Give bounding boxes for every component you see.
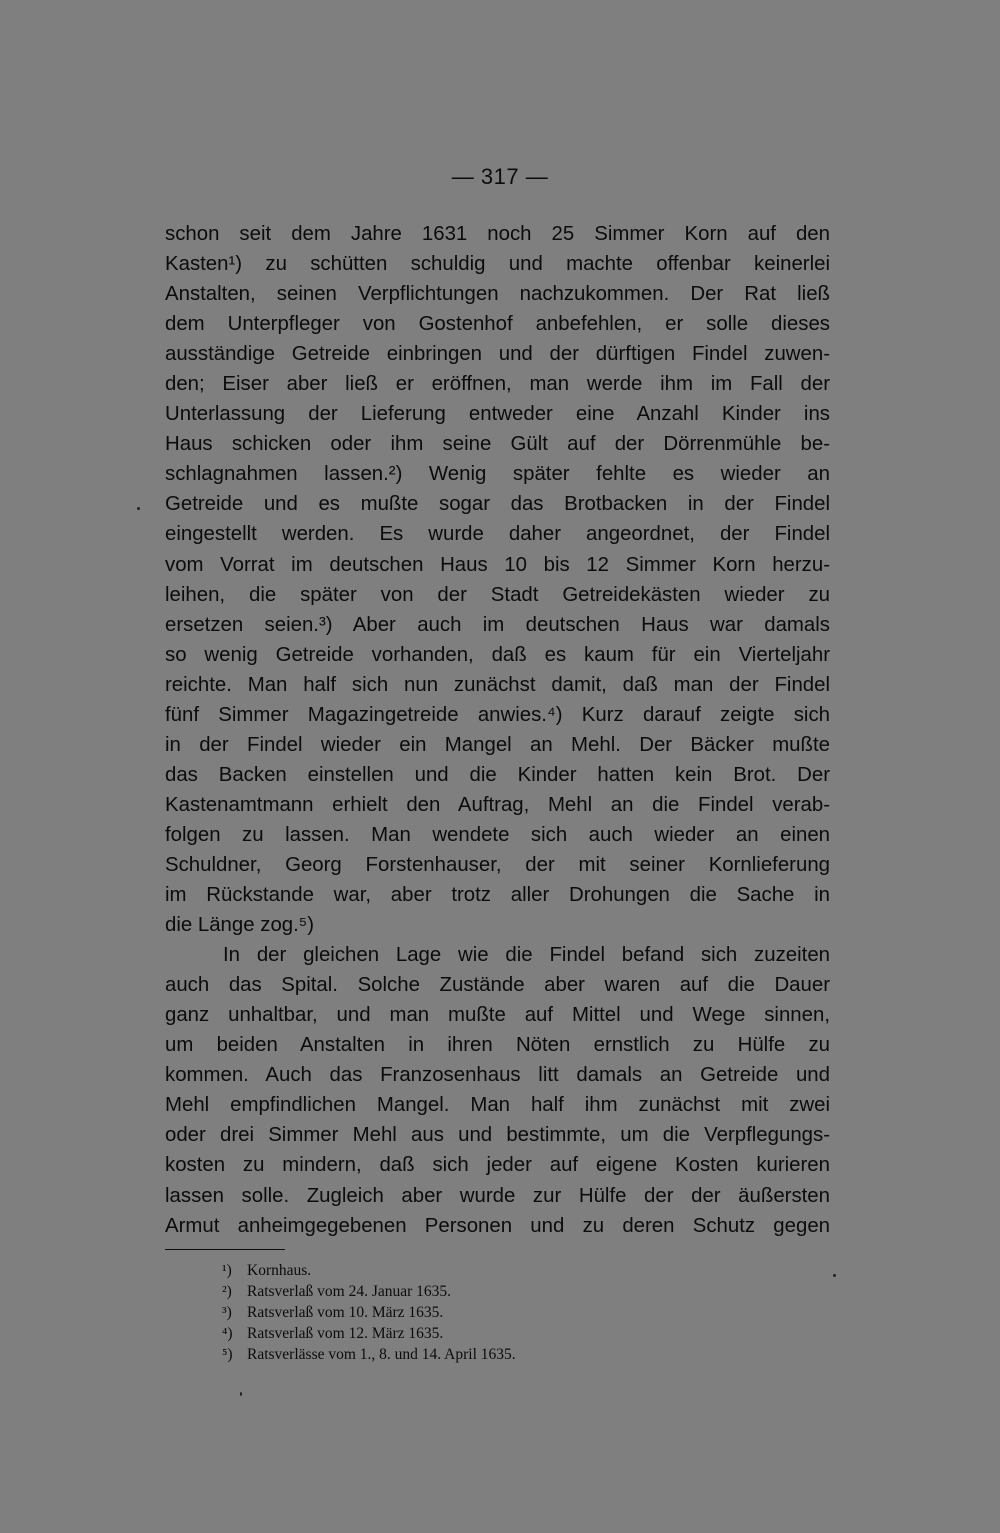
footnotes bbox=[222, 1260, 722, 1365]
text-line: leihen, die später von der Stadt Getreidekästen wieder zu bbox=[165, 583, 830, 606]
text-line: reichte. Man half sich nun zunächst damit, daß man der Findel bbox=[165, 673, 830, 696]
text-line: lassen solle. Zugleich aber wurde zur Hülfe der der äußersten bbox=[165, 1184, 830, 1207]
text-line: oder drei Simmer Mehl aus und bestimmte, um die Verpflegungs- bbox=[165, 1124, 830, 1147]
body-text bbox=[165, 219, 830, 1241]
footnote bbox=[222, 1281, 722, 1302]
footnote bbox=[222, 1323, 722, 1344]
paragraph-start-line: In der gleichen Lage wie die Findel befand sich zuzeiten bbox=[223, 944, 830, 967]
footnote-text: Kornhaus. bbox=[247, 1262, 312, 1279]
footnote-text: Ratsverlässe vom 1., 8. und 14. April 1635. bbox=[247, 1346, 516, 1363]
text-line: den; Eiser aber ließ er eröffnen, man werde ihm im Fall der bbox=[165, 373, 830, 396]
text-line: Kasten¹) zu schütten schuldig und machte offenbar keinerlei bbox=[165, 253, 830, 276]
text-line: kosten zu mindern, daß sich jeder auf eigene Kosten kurieren bbox=[165, 1154, 830, 1177]
text-line: Haus schicken oder ihm seine Gült auf der Dörrenmühle be- bbox=[165, 433, 830, 456]
text-line: Armut anheimgegebenen Personen und zu deren Schutz gegen bbox=[165, 1214, 830, 1237]
footnote-marker: ²) bbox=[222, 1283, 232, 1300]
text-line: Anstalten, seinen Verpflichtungen nachzukommen. Der Rat ließ bbox=[165, 283, 830, 306]
text-line: fünf Simmer Magazingetreide anwies.⁴) Kurz darauf zeigte sich bbox=[165, 703, 830, 726]
text-line: kommen. Auch das Franzosenhaus litt damals an Getreide und bbox=[165, 1064, 830, 1087]
footnote-marker: ¹) bbox=[222, 1262, 232, 1279]
text-line: Mehl empfindlichen Mangel. Man half ihm zunächst mit zwei bbox=[165, 1094, 830, 1117]
footnote-text: Ratsverlaß vom 10. März 1635. bbox=[247, 1304, 444, 1321]
text-line: Kastenamtmann erhielt den Auftrag, Mehl an die Findel verab- bbox=[165, 793, 830, 816]
scan-speck bbox=[833, 1274, 836, 1277]
footnote-marker: ³) bbox=[222, 1304, 232, 1321]
footnote-text: Ratsverlaß vom 24. Januar 1635. bbox=[247, 1283, 452, 1300]
text-line: ausständige Getreide einbringen und der dürftigen Findel zuwen- bbox=[165, 343, 830, 366]
footnote bbox=[222, 1344, 722, 1365]
text-line: eingestellt werden. Es wurde daher angeordnet, der Findel bbox=[165, 523, 830, 546]
footnote-marker: ⁵) bbox=[222, 1346, 233, 1363]
text-line: in der Findel wieder ein Mangel an Mehl. Der Bäcker mußte bbox=[165, 733, 830, 756]
text-line: ganz unhaltbar, und man mußte auf Mittel und Wege sinnen, bbox=[165, 1004, 830, 1027]
text-line: auch das Spital. Solche Zustände aber waren auf die Dauer bbox=[165, 974, 830, 997]
text-line: vom Vorrat im deutschen Haus 10 bis 12 Simmer Korn herzu- bbox=[165, 553, 830, 576]
footnote-marker: ⁴) bbox=[222, 1325, 233, 1342]
text-line: ersetzen seien.³) Aber auch im deutschen Haus war damals bbox=[165, 613, 830, 636]
text-line: um beiden Anstalten in ihren Nöten ernstlich zu Hülfe zu bbox=[165, 1034, 830, 1057]
text-line: Unterlassung der Lieferung entweder eine Anzahl Kinder ins bbox=[165, 403, 830, 426]
text-line: Schuldner, Georg Forstenhauser, der mit seiner Kornlieferung bbox=[165, 853, 830, 876]
paragraph-end-line: die Länge zog.⁵) bbox=[165, 914, 315, 937]
text-line: schlagnahmen lassen.²) Wenig später fehlte es wieder an bbox=[165, 463, 830, 486]
text-line: dem Unterpfleger von Gostenhof anbefehlen, er solle dieses bbox=[165, 313, 830, 336]
text-line: schon seit dem Jahre 1631 noch 25 Simmer Korn auf den bbox=[165, 223, 830, 245]
footnote bbox=[222, 1260, 722, 1281]
footnote-divider bbox=[165, 1249, 285, 1250]
scan-speck bbox=[240, 1392, 242, 1396]
page-number: — 317 — bbox=[451, 164, 549, 189]
text-line: folgen zu lassen. Man wendete sich auch wieder an einen bbox=[165, 823, 830, 846]
text-line: im Rückstande war, aber trotz aller Drohungen die Sache in bbox=[165, 884, 830, 907]
footnote bbox=[222, 1302, 722, 1323]
scan-speck bbox=[137, 507, 140, 510]
text-line: so wenig Getreide vorhanden, daß es kaum für ein Vierteljahr bbox=[165, 643, 830, 666]
text-line: das Backen einstellen und die Kinder hatten kein Brot. Der bbox=[165, 763, 830, 786]
text-line: Getreide und es mußte sogar das Brotbacken in der Findel bbox=[165, 493, 830, 516]
footnote-text: Ratsverlaß vom 12. März 1635. bbox=[247, 1325, 444, 1342]
